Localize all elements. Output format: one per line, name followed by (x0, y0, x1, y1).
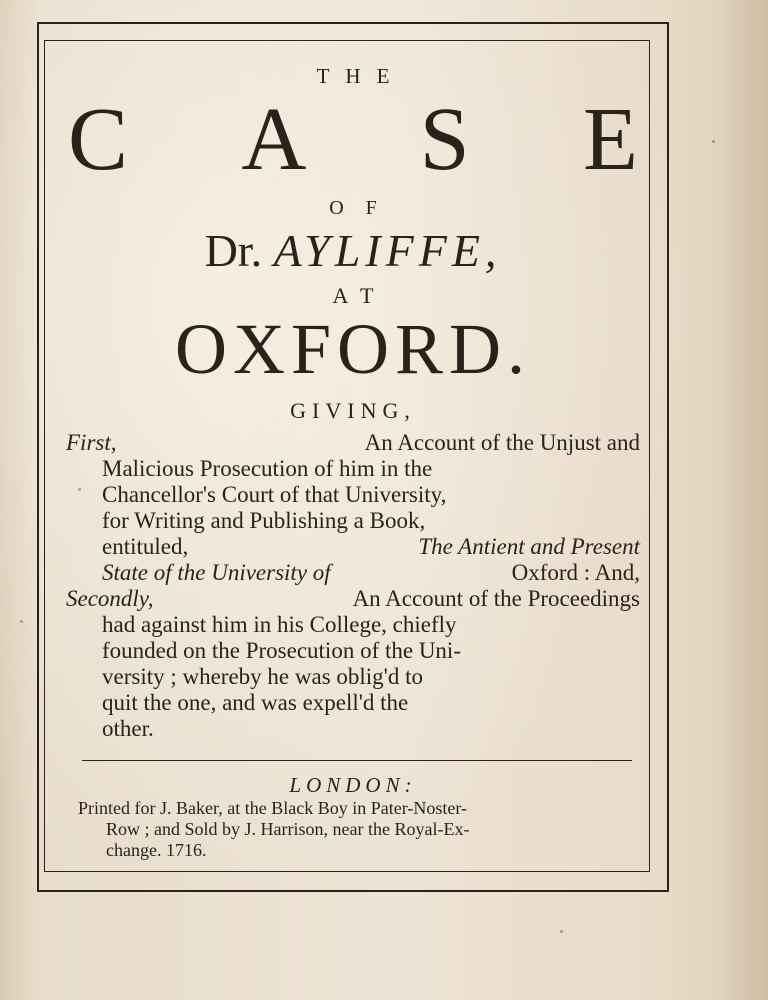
description-text (66, 430, 640, 742)
text-line (66, 612, 640, 638)
text-line (66, 638, 640, 664)
text-line (66, 482, 640, 508)
paper-speck (78, 488, 81, 491)
title-doctor (66, 224, 640, 280)
case-letter: S (419, 90, 470, 189)
case-letter: E (582, 90, 638, 189)
text-span: An Account of the Proceedings (352, 586, 640, 611)
text-span: quit the one, and was expell'd the (102, 690, 409, 715)
imprint-block (78, 798, 638, 861)
text-line (66, 508, 640, 534)
text-span: founded on the Prosecution of the Uni- (102, 638, 461, 663)
text-line (66, 716, 640, 742)
text-span: Malicious Prosecution of him in the (102, 456, 433, 481)
title-at: AT (332, 283, 388, 308)
separator-rule (82, 760, 632, 761)
paper-speck (560, 930, 563, 933)
title-block (66, 52, 640, 742)
title-case (66, 90, 640, 190)
text-span: had against him in his College, chiefly (102, 612, 457, 637)
page-gutter-shadow (668, 0, 768, 1000)
text-italic: Secondly, (66, 586, 154, 611)
title-place: OXFORD. (174, 309, 532, 389)
case-letter: A (241, 90, 307, 189)
text-italic: State of the University of (102, 560, 331, 585)
doctor-prefix: Dr. (204, 225, 263, 276)
text-line (66, 690, 640, 716)
text-span: for Writing and Publishing a Book, (102, 508, 426, 533)
text-span: Chancellor's Court of that University, (102, 482, 447, 507)
text-line (66, 586, 640, 612)
text-span: versity ; whereby he was oblig'd to (102, 664, 423, 689)
paper-speck (20, 620, 23, 623)
title-of: OF (329, 197, 399, 219)
text-span: entituled, (102, 534, 189, 559)
text-line (66, 560, 640, 586)
text-italic: The Antient and Present (418, 534, 640, 559)
imprint-city: LONDON: (289, 773, 417, 797)
imprint-line: change. 1716. (106, 840, 207, 860)
text-line (66, 430, 640, 456)
text-italic: First, (66, 430, 117, 455)
text-line (66, 664, 640, 690)
paper-speck (712, 140, 715, 143)
imprint-line: Printed for J. Baker, at the Black Boy in Pater-Noster- (78, 798, 467, 818)
text-line (66, 456, 640, 482)
text-span: other. (102, 716, 154, 741)
title-the: THE (316, 64, 406, 88)
text-span: Oxford : And, (511, 560, 640, 585)
imprint-line: Row ; and Sold by J. Harrison, near the Royal-Ex- (106, 819, 470, 839)
text-line (66, 534, 640, 560)
text-span: An Account of the Unjust and (364, 430, 640, 455)
case-letter: C (68, 90, 129, 189)
doctor-name: AYLIFFE, (273, 225, 502, 276)
title-giving: GIVING, (290, 398, 416, 423)
